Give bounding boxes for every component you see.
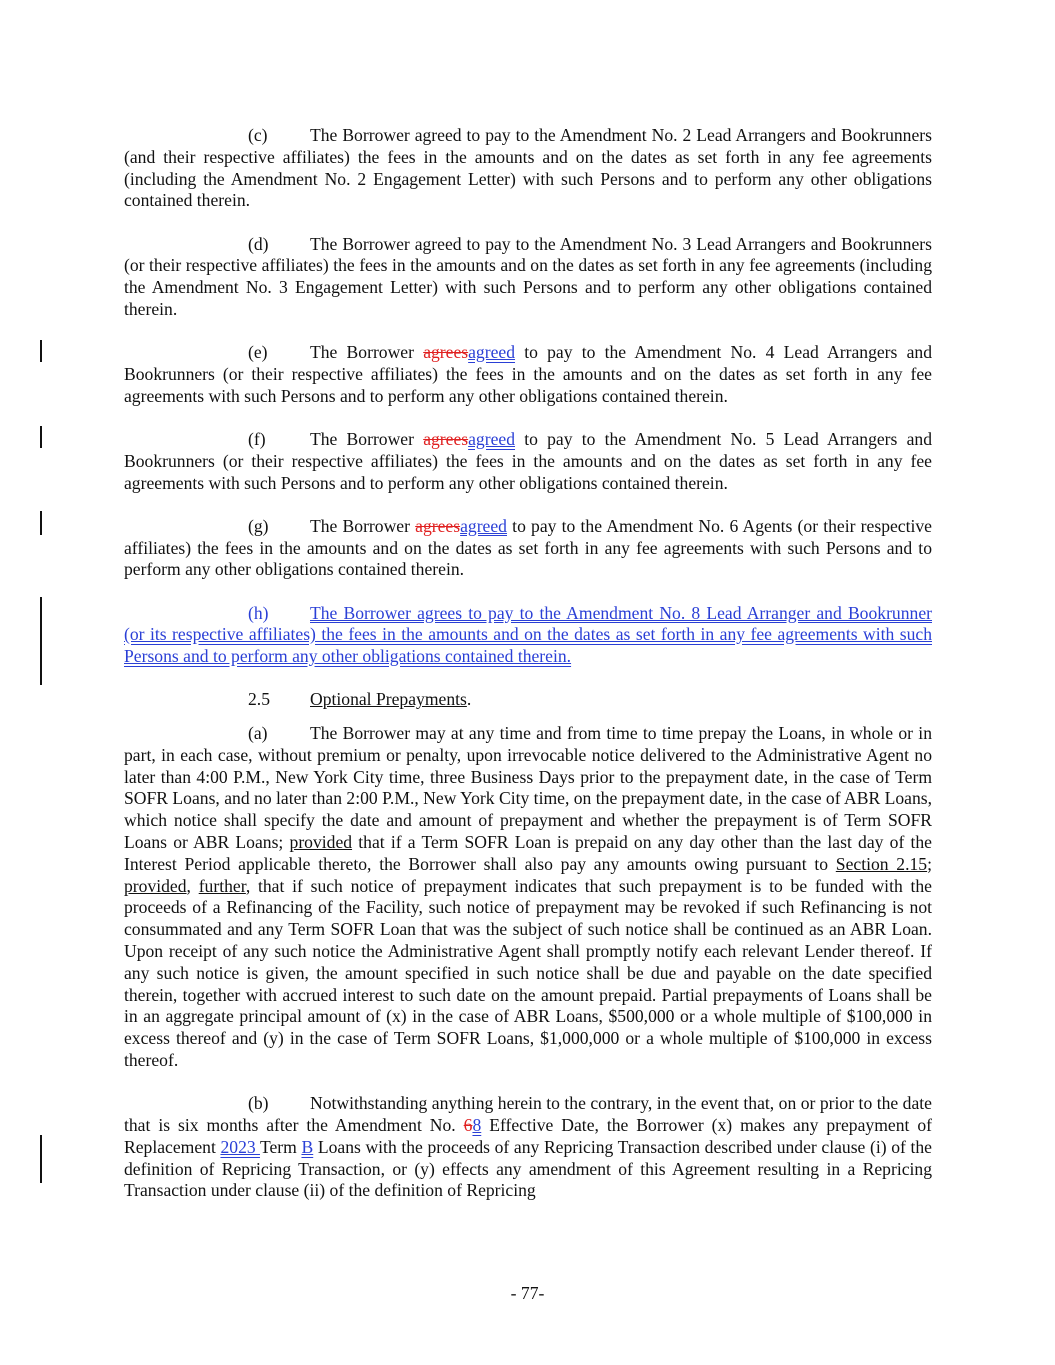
paragraph-text: to pay to the Amendment No. 6 Agents (or their respective affiliates) the fees in the amounts and on the dates as set forth in any fee agreements with such Persons and to perform any other obligations contained therein. bbox=[124, 515, 932, 580]
deleted-text: 6 bbox=[463, 1115, 473, 1136]
change-bar bbox=[40, 340, 42, 362]
inserted-text: agreed bbox=[468, 342, 516, 363]
paragraph-text: that if a Term SOFR Loan is prepaid on any day other than the last day of the Interest Period applicable thereto, the Borrower shall also pay any amounts owing pursuant to bbox=[124, 832, 932, 874]
change-bar bbox=[40, 1135, 42, 1183]
change-bar bbox=[40, 426, 42, 448]
paragraph-label: (e) bbox=[248, 342, 268, 363]
paragraph-label: (b) bbox=[248, 1093, 269, 1114]
section-number: 2.5 bbox=[248, 689, 270, 710]
paragraph-text: The Borrower may at any time and from time to time prepay the Loans, in whole or in part, in each case, without premium or penalty, upon irrevocable notice delivered to the Administrative Agent no later than 4:00 P.M., New York City time, three Business Days prior to the prepayment date, in the case of Term SOFR Loans, and no later than 2:00 P.M., New York City time, on the prepayment date, in the case of ABR Loans, which notice shall specify the date and amount of prepayment and whether the prepayment is of Term SOFR Loans or ABR Loans; bbox=[124, 723, 932, 853]
document-body bbox=[124, 125, 932, 1202]
section-reference: Section 2.15 bbox=[835, 853, 928, 874]
paragraph-e bbox=[124, 342, 932, 407]
deleted-text: agrees bbox=[423, 342, 469, 363]
inserted-text: 8 bbox=[472, 1115, 482, 1136]
inserted-text: agreed bbox=[460, 515, 507, 536]
page-number: - 77- bbox=[510, 1283, 545, 1303]
further-term: further bbox=[198, 875, 246, 896]
provided-term: provided bbox=[124, 875, 187, 896]
paragraph-text: The Borrower bbox=[310, 428, 424, 449]
paragraph-text: ; bbox=[927, 853, 932, 874]
deleted-text: agrees bbox=[415, 515, 461, 536]
paragraph-c bbox=[124, 125, 932, 212]
paragraph-label: (g) bbox=[248, 515, 269, 536]
paragraph-g bbox=[124, 516, 932, 581]
paragraph-text: Notwithstanding anything herein to the contrary, in the event that, on or prior to the date that is six months after the Amendment No. bbox=[124, 1093, 932, 1136]
paragraph-text: Effective Date, the Borrower (x) makes any prepayment of Replacement bbox=[124, 1115, 932, 1157]
section-title-suffix: . bbox=[466, 689, 472, 710]
paragraph-prepay-a bbox=[124, 723, 932, 1072]
inserted-text: 2023 bbox=[220, 1136, 260, 1157]
paragraph-text: The Borrower bbox=[310, 515, 416, 536]
change-bar bbox=[40, 597, 42, 685]
paragraph-text: Loans with the proceeds of any Repricing Transaction described under clause (i) of the definition of Repricing Transaction, or (y) effects any amendment of this Agreement resulting in a Repricing Transaction under clause (ii) of the definition of Repricing bbox=[124, 1136, 932, 1201]
provided-term: provided bbox=[289, 832, 353, 853]
paragraph-text: The Borrower bbox=[310, 342, 424, 363]
section-heading bbox=[124, 689, 932, 711]
paragraph-label: (h) bbox=[248, 602, 269, 623]
paragraph-text: to pay to the Amendment No. 5 Lead Arrangers and Bookrunners (or their respective affiliates) the fees in the amounts and on the dates as set forth in any fee agreements with such Persons and to perform any other obligations contained therein. bbox=[124, 428, 932, 493]
paragraph-text: Term bbox=[259, 1136, 302, 1157]
inserted-text: agreed bbox=[468, 428, 516, 449]
paragraph-label: (a) bbox=[248, 723, 268, 744]
paragraph-f bbox=[124, 429, 932, 494]
deleted-text: agrees bbox=[423, 428, 469, 449]
paragraph-d bbox=[124, 234, 932, 321]
change-bar bbox=[40, 511, 42, 535]
paragraph-h-inserted bbox=[124, 603, 932, 668]
paragraph-text: to pay to the Amendment No. 4 Lead Arrangers and Bookrunners (or their respective affiliates) the fees in the amounts and on the dates as set forth in any fee agreements with such Persons and to perform any other obligations contained therein. bbox=[124, 342, 932, 406]
paragraph-prepay-b bbox=[124, 1093, 932, 1202]
paragraph-label: (f) bbox=[248, 428, 266, 449]
paragraph-label: (c) bbox=[248, 125, 268, 145]
paragraph-text: , that if such notice of prepayment indicates that such prepayment is to be funded with the proceeds of a Refinancing of the Facility, such notice of prepayment may be revoked if such Refinancing is not consummated and any Term SOFR Loan that was the subject of such notice shall be continued as an ABR Loan. Upon receipt of any such notice the Administrative Agent shall promptly notify each relevant Lender thereof. If any such notice is given, the amount specified in such notice shall be due and payable on the date specified therein, together with accrued interest to such date on the amount prepaid. Partial prepayments of Loans shall be in an aggregate principal amount of (x) in the case of ABR Loans, $500,000 or a whole multiple of $100,000 in excess thereof and (y) in the case of Term SOFR Loans, $1,000,000 or a whole multiple of $100,000 in excess thereof. bbox=[124, 875, 932, 1071]
paragraph-text: The Borrower agreed to pay to the Amendment No. 3 Lead Arrangers and Bookrunners (or their respective affiliates) the fees in the amounts and on the dates as set forth in any fee agreements (including the Amendment No. 3 Engagement Letter) with such Persons and to perform any other obligations contained therein. bbox=[124, 233, 932, 319]
paragraph-text: , bbox=[186, 875, 199, 896]
section-title: Optional Prepayments bbox=[310, 689, 467, 710]
paragraph-text: The Borrower agreed to pay to the Amendment No. 2 Lead Arrangers and Bookrunners (and their respective affiliates) the fees in the amounts and on the dates as set forth in any fee agreements (including the Amendment No. 2 Engagement Letter) with such Persons and to perform any other obligations contained therein. bbox=[124, 125, 932, 211]
paragraph-text: The Borrower agrees to pay to the Amendment No. 8 Lead Arranger and Bookrunner (or its respective affiliates) the fees in the amounts and on the dates as set forth in any fee agreements with such Persons and to perform any other obligations contained therein. bbox=[124, 602, 932, 667]
paragraph-label: (d) bbox=[248, 233, 269, 254]
inserted-text: B bbox=[301, 1136, 314, 1157]
